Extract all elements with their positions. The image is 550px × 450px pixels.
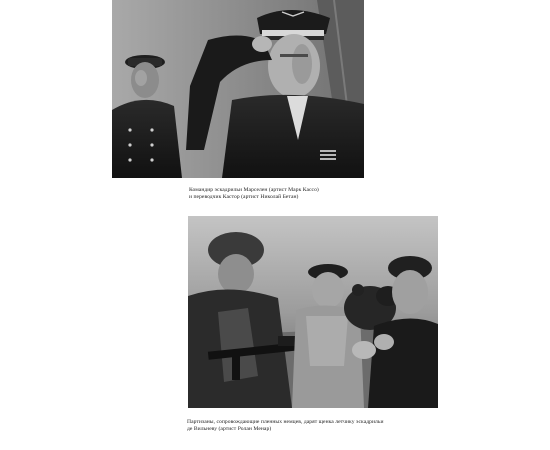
- caption-second-line1: Партизаны, сопровождающие пленных немцев, дарят щенка летчику эскадрильи: [187, 419, 384, 425]
- caption-first-line2: и переводчик Кастор (артист Николай Бетан): [189, 194, 299, 200]
- photo-caption-second: [187, 419, 447, 433]
- photo-partisans-with-cub: [188, 216, 438, 408]
- photo-caption-first: [189, 187, 389, 201]
- photo-partisans-with-cub-image: [188, 216, 438, 408]
- photo-officers-saluting: [112, 0, 364, 178]
- photo-officers-saluting-image: [112, 0, 364, 178]
- caption-first-line1: Командир эскадрильи Марселен (артист Марк Кассо): [189, 187, 319, 193]
- caption-second-line2: де Вильневу (артист Ролан Менар): [187, 426, 272, 432]
